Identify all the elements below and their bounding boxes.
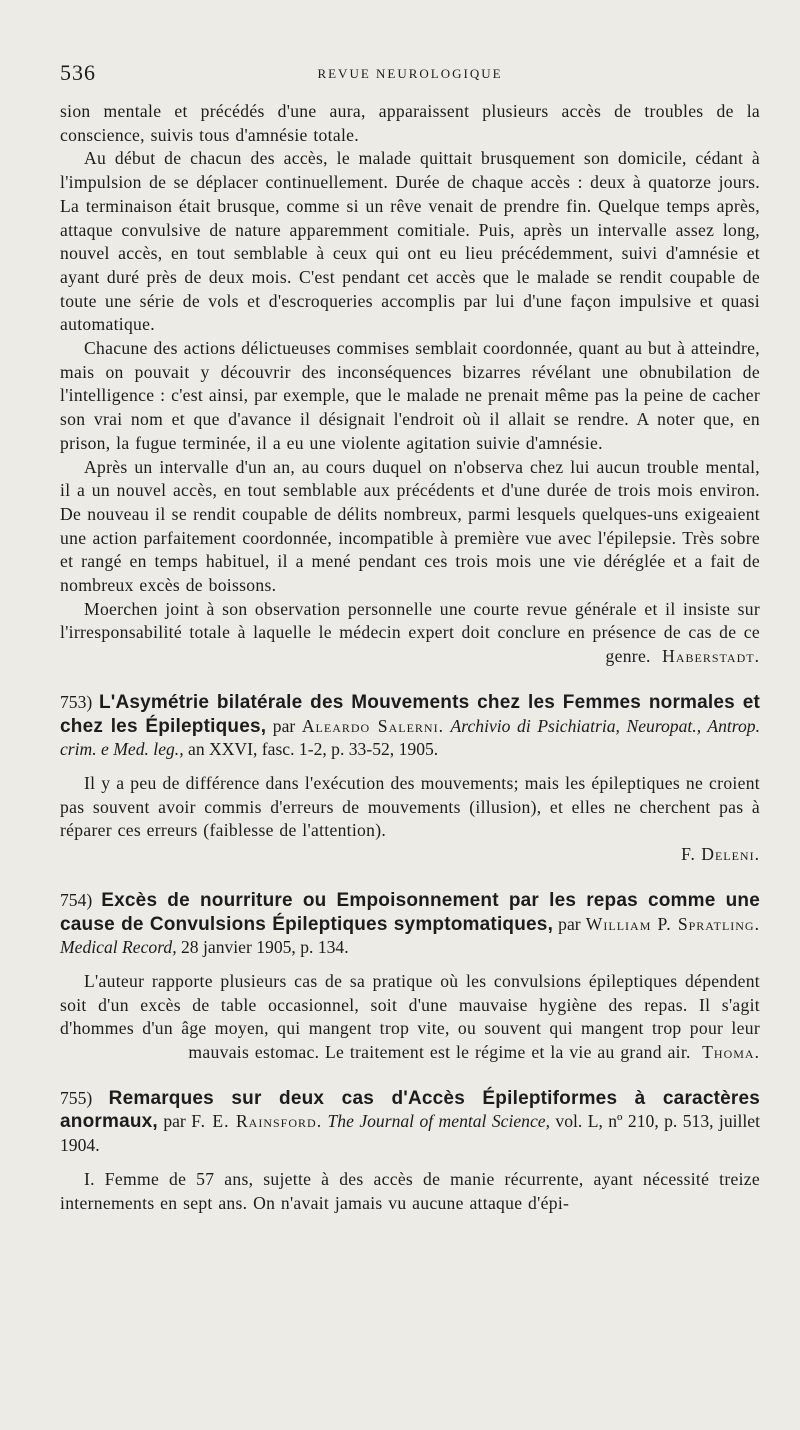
page-number: 536	[60, 60, 96, 85]
article-heading	[60, 1087, 760, 1158]
article-body: I. Femme de 57 ans, sujette à des accès de manie récurrente, ayant nécessité treize internements en sept ans. On n'avait jamais vu aucune attaque d'épi-	[60, 1168, 760, 1213]
paragraph: sion mentale et précédés d'une aura, apparaissent plusieurs accès de troubles de la conscience, suivis tous d'amnésie totale.	[60, 101, 760, 145]
signature: Haberstadt.	[662, 646, 760, 667]
journal-title: REVUE NEUROLOGIQUE	[317, 66, 503, 81]
article-source: The Journal of mental Science,	[327, 1111, 550, 1132]
article-source: Archivio di Psichiatria, Neuropat., Antrop. crim. e Med. leg.,	[60, 715, 760, 760]
paragraph-text: L'auteur rapporte plusieurs cas de sa pratique où les convulsions épileptiques dépendent soit d'un excès de table occasionnel, soit d'une mauvaise hygiène des repas. Il s'agit d'hommes d'un âge moyen, qui mangent trop vite, ou souvent qui mangent trop pour leur mauvais estomac. Le traitement est le régime et la vie au grand air.	[60, 970, 760, 1063]
signature: Thoma.	[702, 1042, 760, 1063]
article-number: 754)	[60, 889, 93, 910]
article-body: Il y a peu de différence dans l'exécution des mouvements; mais les épileptiques ne croient pas souvent avoir commis d'erreurs de mouvements (illusion), et elles ne cherchent pas à réparer ces erreurs (faiblesse de l'attention).	[60, 772, 760, 841]
paragraph: Chacune des actions délictueuses commises semblait coordonnée, quant au but à atteindre, mais on pouvait y découvrir des inconséquences bizarres révélant une obnubilation de l'intelligence : c'est ainsi, par exemple, que le malade ne prenait même pas la peine de cacher son vrai nom et que d'avance il désignait l'endroit où il allait se rendre. A noter que, en prison, la fugue terminée, il a eu une violente agitation suivie d'amnésie.	[60, 338, 760, 453]
article-by: par	[272, 715, 296, 736]
article-author: William P. Spratling.	[585, 913, 761, 934]
article-heading	[60, 889, 760, 960]
article-reference: 28 janvier 1905, p. 134.	[181, 937, 349, 958]
article-reference: vol. L, nº 210, p. 513, juillet 1904.	[60, 1111, 760, 1156]
article-heading	[60, 691, 760, 762]
article-by: par	[163, 1111, 186, 1132]
article-by: par	[558, 913, 581, 934]
article-754	[60, 889, 760, 1065]
top-article-continuation	[60, 100, 760, 669]
paragraph	[60, 598, 760, 669]
article-body	[60, 970, 760, 1065]
article-number: 753)	[60, 691, 93, 712]
paragraph: Au début de chacun des accès, le malade quittait brusquement son domicile, cédant à l'impulsion de se déplacer continuellement. Durée de chaque accès : deux à quatorze jours. La terminaison était brusque, comme si un rêve venait de prendre fin. Quelque temps après, attaque convulsive de nature apparemment comitiale. Puis, après un intervalle assez long, nouvel accès, en tout semblable à ceux qui ont eu lieu précédemment, suivi d'amnésie et ayant duré près de deux mois. C'est pendant cet accès que le malade se rendit coupable de toute une série de vols et d'escroqueries accomplis par lui d'une façon impulsive et quasi automatique.	[60, 148, 760, 335]
article-title: L'Asymétrie bilatérale des Mouvements chez les Femmes normales et chez les Épileptiques,	[60, 691, 760, 737]
article-title: Excès de nourriture ou Empoisonnement par les repas comme une cause de Convulsions Épileptiques symptomatiques,	[60, 889, 760, 935]
article-author: Aleardo Salerni.	[301, 715, 444, 736]
paragraph-text: Moerchen joint à son observation personnelle une courte revue générale et il insiste sur l'irresponsabilité totale à laquelle le médecin expert doit conclure en présence de cas de ce genre.	[60, 598, 760, 667]
journal-page	[60, 60, 760, 1410]
article-753	[60, 691, 760, 867]
article-author: F. E. Rainsford.	[191, 1111, 323, 1132]
paragraph: Après un intervalle d'un an, au cours duquel on n'observa chez lui aucun trouble mental, il a un nouvel accès, en tout semblable aux précédents et d'une durée de trois mois environ. De nouveau il se rendit coupable de délits nombreux, parmi lesquels quelques-uns exigeaient une action parfaitement coordonnée, incompatible à première vue avec l'épilepsie. Très sobre et rangé en temps habituel, il a mené pendant ces trois mois une vie déréglée et a fait de nombreux excès de boissons.	[60, 456, 760, 596]
article-title: Remarques sur deux cas d'Accès Épileptiformes à caractères anormaux,	[60, 1087, 761, 1133]
article-755	[60, 1087, 760, 1216]
signature: F. Deleni.	[681, 844, 760, 865]
running-head	[60, 60, 760, 100]
article-number: 755)	[60, 1087, 93, 1108]
article-source: Medical Record,	[60, 937, 177, 958]
article-reference: an XXVI, fasc. 1-2, p. 33-52, 1905.	[188, 739, 439, 760]
